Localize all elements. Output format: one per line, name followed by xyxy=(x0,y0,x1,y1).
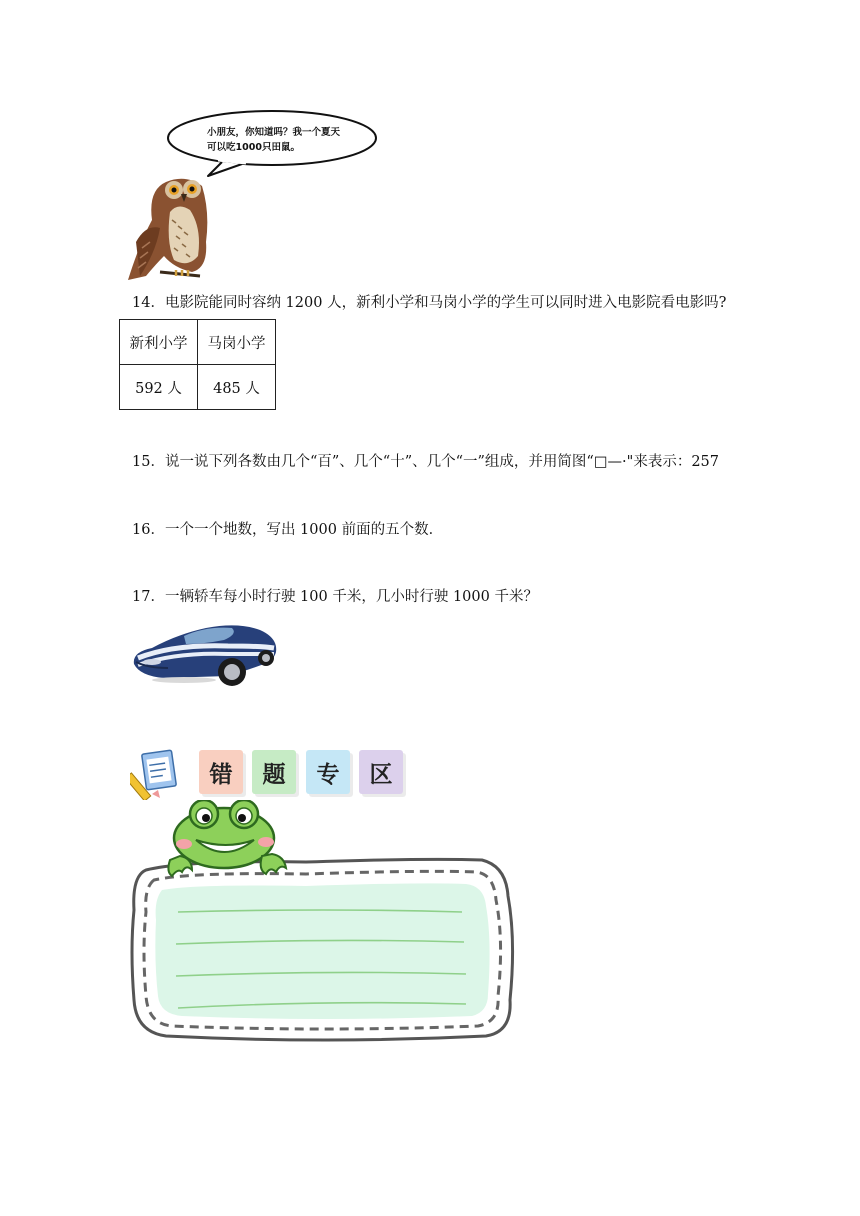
table-row xyxy=(120,365,276,410)
frog-writing-board xyxy=(126,800,526,1050)
sports-car-illustration xyxy=(128,618,280,690)
error-zone-tile-2: 题 xyxy=(252,750,296,794)
question-17: 17．一辆轿车每小时行驶 100 千米，几小时行驶 1000 千米？ xyxy=(132,589,538,605)
table-header-cell: 马岗小学 xyxy=(198,320,276,365)
table-cell: 592 人 xyxy=(120,365,198,410)
question-15: 15．说一说下列各数由几个“百”、几个“十”、几个“一”组成，并用简图“□—·"来表示：257 xyxy=(132,454,719,470)
notebook-pencil-icon xyxy=(130,748,180,800)
error-zone-tile-3: 专 xyxy=(306,750,350,794)
speech-bubble-text xyxy=(207,125,340,155)
table-header-row xyxy=(120,320,276,365)
error-zone-tile-4: 区 xyxy=(359,750,403,794)
owl-illustration xyxy=(126,172,214,282)
question-16: 16．一个一个地数，写出 1000 前面的五个数． xyxy=(132,522,444,538)
table-cell: 485 人 xyxy=(198,365,276,410)
speech-bubble-line-1: 小朋友，你知道吗？我一个夏天 xyxy=(207,127,341,138)
speech-bubble-line-2: 可以吃1000只田鼠。 xyxy=(207,142,300,153)
question-14: 14．电影院能同时容纳 1200 人，新利小学和马岗小学的学生可以同时进入电影院看电影吗? xyxy=(132,295,727,311)
school-table xyxy=(119,319,276,410)
error-zone-tile-1: 错 xyxy=(199,750,243,794)
table-header-cell: 新利小学 xyxy=(120,320,198,365)
